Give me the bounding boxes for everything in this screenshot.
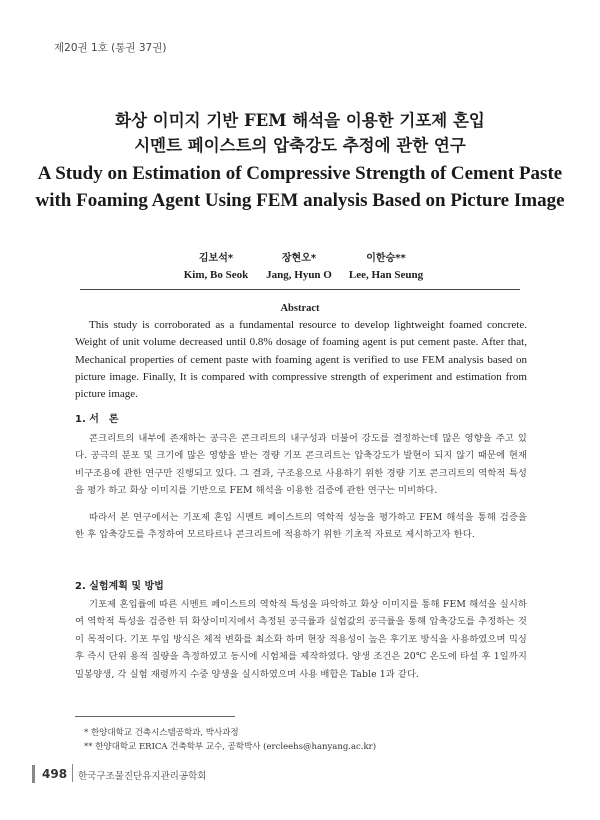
korean-title [0, 108, 600, 158]
english-title: A Study on Estimation of Compressive Strength of Cement Paste with Foaming Agent Using FEM analysis Based on Picture Image [35, 163, 565, 211]
footnote-1: * 한양대학교 건축시스템공학과, 박사과정 [84, 728, 239, 738]
author-3-english-name: Lee, Han Seung [348, 269, 424, 281]
page-edge-mark [32, 765, 35, 783]
abstract-heading: Abstract [280, 303, 320, 314]
section-1-title: 1. 서 론 [75, 414, 119, 425]
author-3 [346, 251, 426, 283]
journal-name: 한국구조물진단유지관리공학회 [78, 771, 207, 782]
abstract-divider [80, 289, 520, 290]
author-1 [178, 251, 254, 283]
footnote-divider [75, 716, 235, 717]
page-number: 498 [42, 767, 68, 781]
korean-title-line-2: 시멘트 페이스트의 압축강도 추정에 관한 연구 [134, 136, 466, 155]
abstract-body: This study is corroborated as a fundamental resource to develop lightweight foamed concrete. Weight of unit volume decreased until 0.8% dosage of foaming agent is put cement paste. After that, Mechanical properties of cement paste with foaming agent is verified to use FEM analysis based on picture image. Finally, It is compared with compressive strength of experiment and estimation from picture image. [75, 319, 527, 401]
footer-separator [72, 764, 73, 782]
author-1-english-name: Kim, Bo Seok [183, 269, 249, 281]
section-2-title: 2. 실험계획 및 방법 [75, 581, 164, 592]
author-2-english-name: Jang, Hyun O [266, 269, 332, 281]
author-1-korean-name: 김보석* [198, 253, 234, 264]
section-1-paragraph-2: 따라서 본 연구에서는 기포제 혼입 시멘트 페이스트의 역학적 성능을 평가하고 FEM 해석을 통해 검증을 한 후 압축강도를 추정하여 모르타르나 콘크리트에 적용하기 위한 기초적 자료로 제시하고자 한다. [75, 512, 527, 541]
section-2-paragraph-1: 기포제 혼입률에 따른 시멘트 페이스트의 역학적 특성을 파악하고 화상 이미지를 통해 FEM 해석을 실시하여 역학적 특성을 검증한 뒤 화상이미지에서 측정된 공극률과 실험값의 공극률을 통해 압축강도를 추정하는 것이 목적이다. 기포 투입 방식은 체적 변화를 최소화 하며 현장 적용성이 높은 후기포 방식을 사용하였으며 믹싱 후 즉시 단위 용적 질량을 측정하였고 동시에 시험체를 제작하였다. 양생 조건은 20℃ 온도에 타설 후 1일까지 밀봉양생, 각 실험 재령까지 수중 양생을 실시하였으며 사용 배합은 Table 1과 같다. [75, 599, 527, 680]
author-2 [262, 251, 336, 283]
issue-label: 제20권 1호 (통권 37권) [54, 42, 167, 54]
korean-title-line-1: 화상 이미지 기반 FEM 해석을 이용한 기포제 혼입 [115, 111, 485, 130]
footnote-2: ** 한양대학교 ERICA 건축학부 교수, 공학박사 (ercleehs@hanyang.ac.kr) [84, 742, 377, 752]
author-3-korean-name: 이한승** [366, 253, 406, 264]
author-2-korean-name: 장현오* [281, 253, 317, 264]
section-1-paragraph-1: 콘크리트의 내부에 존재하는 공극은 콘크리트의 내구성과 더불어 강도를 결정하는데 많은 영향을 주고 있다. 공극의 분포 및 크기에 많은 영향을 받는 경량 기포 콘크리트는 압축강도가 발현이 되지 않기 때문에 현재 비구조용에 관한 연구만 진행되고 있다. 그 결과, 구조용으로 사용하기 위한 경량 기포 콘크리트의 역학적 특성을 평가 하고 화상 이미지를 기반으로 FEM 해석을 이용한 검증에 관한 연구는 미비하다. [75, 433, 527, 497]
